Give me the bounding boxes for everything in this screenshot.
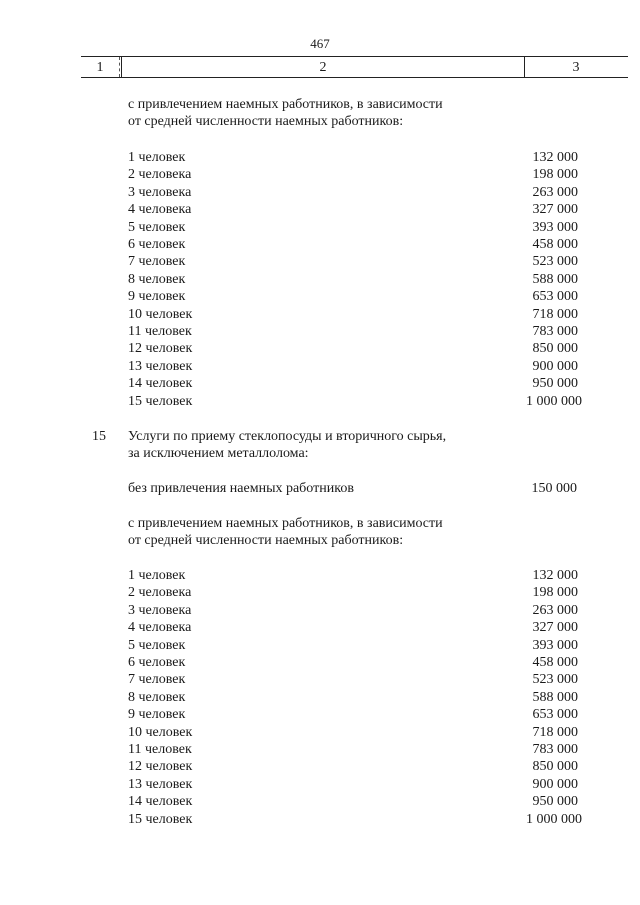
table-row [0, 288, 640, 305]
table-row [0, 567, 640, 584]
table-row [0, 689, 640, 706]
intro-text: с привлечением наемных работников, в зависимости [128, 516, 443, 531]
item-title: за исключением металлолома: [128, 446, 309, 461]
row-value: 783 000 [532, 742, 578, 757]
page-number: 467 [310, 36, 330, 51]
row-value: 458 000 [532, 655, 578, 670]
row-label: 10 человек [128, 306, 193, 322]
table-row [0, 393, 640, 410]
row-value: 393 000 [532, 637, 578, 653]
row-value: 327 000 [532, 620, 578, 636]
column-header-row [81, 56, 628, 78]
section-a-intro-line-2 [0, 113, 640, 130]
row-label: 11 человек [128, 742, 192, 757]
table-row [0, 201, 640, 218]
table-row [0, 236, 640, 253]
item-15-title-line-1 [0, 428, 640, 445]
row-value: 783 000 [532, 324, 578, 339]
row-label: 6 человек [128, 655, 186, 670]
item-number: 15 [92, 429, 106, 444]
row-value: 588 000 [532, 271, 578, 287]
row-label: 3 человека [128, 184, 192, 200]
row-label: 5 человек [128, 637, 186, 653]
row-label: 13 человек [128, 776, 193, 792]
table-row [0, 602, 640, 619]
table-row [0, 149, 640, 166]
row-label: 7 человек [128, 672, 186, 688]
row-label: 12 человек [128, 759, 193, 775]
table-row [0, 793, 640, 810]
row-label: 12 человек [128, 341, 193, 357]
row-value: 900 000 [532, 358, 578, 374]
table-row [0, 375, 640, 392]
column-header-1: 1 [81, 57, 119, 77]
row-label: 3 человека [128, 602, 192, 618]
table-row [0, 340, 640, 357]
table-row [0, 776, 640, 793]
row-value: 950 000 [532, 376, 578, 392]
row-label: 14 человек [128, 794, 193, 810]
intro-text: от средней численности наемных работников: [128, 533, 404, 548]
row-value: 393 000 [532, 219, 578, 235]
row-label: 9 человек [128, 289, 186, 305]
row-value: 523 000 [532, 672, 578, 688]
row-label: 7 человек [128, 254, 186, 270]
table-row [0, 671, 640, 688]
row-value: 327 000 [532, 202, 578, 218]
row-label: 9 человек [128, 707, 186, 723]
item-15-no-hired-row [0, 480, 640, 497]
row-label: 13 человек [128, 358, 193, 374]
row-label: 4 человека [128, 620, 192, 636]
table-row [0, 758, 640, 775]
intro-text: с привлечением наемных работников, в зависимости [128, 97, 443, 112]
item-15-title-line-2 [0, 445, 640, 462]
table-row [0, 306, 640, 323]
item-15-intro-line-2 [0, 532, 640, 549]
table-row [0, 706, 640, 723]
row-value: 1 000 000 [526, 393, 582, 409]
table-row [0, 741, 640, 758]
row-label: 5 человек [128, 219, 186, 235]
row-label: 1 человек [128, 150, 186, 165]
row-value: 263 000 [532, 602, 578, 618]
row-label: 8 человек [128, 271, 186, 287]
table-row [0, 654, 640, 671]
row-value: 198 000 [532, 585, 578, 601]
row-label: 1 человек [128, 568, 186, 583]
table-row [0, 219, 640, 236]
column-header-2: 2 [121, 57, 525, 77]
table-row [0, 811, 640, 828]
column-header-3: 3 [572, 60, 580, 75]
table-row [0, 166, 640, 183]
row-label: 11 человек [128, 324, 192, 339]
row-label: 10 человек [128, 724, 193, 740]
row-value: 1 000 000 [526, 811, 582, 827]
row-label: 4 человека [128, 202, 192, 218]
item-15-intro-line-1 [0, 515, 640, 532]
row-label: 2 человека [128, 167, 192, 183]
row-label: 15 человек [128, 393, 193, 409]
row-value: 523 000 [532, 254, 578, 270]
row-label: 8 человек [128, 689, 186, 705]
row-label: 2 человека [128, 585, 192, 601]
row-label: 14 человек [128, 376, 193, 392]
row-value: 458 000 [532, 237, 578, 252]
intro-text: от средней численности наемных работников: [128, 114, 404, 129]
row-label: 6 человек [128, 237, 186, 252]
row-value: 900 000 [532, 776, 578, 792]
row-label: 15 человек [128, 811, 193, 827]
row-value: 718 000 [532, 724, 578, 740]
row-value: 132 000 [532, 568, 578, 583]
row-value: 588 000 [532, 689, 578, 705]
table-row [0, 271, 640, 288]
table-row [0, 584, 640, 601]
row-value: 132 000 [532, 150, 578, 165]
no-hired-label: без привлечения наемных работников [128, 481, 354, 496]
row-value: 850 000 [532, 341, 578, 357]
row-value: 718 000 [532, 306, 578, 322]
table-row [0, 253, 640, 270]
row-value: 950 000 [532, 794, 578, 810]
table-row [0, 323, 640, 340]
table-row [0, 637, 640, 654]
row-value: 263 000 [532, 184, 578, 200]
row-value: 850 000 [532, 759, 578, 775]
table-row [0, 358, 640, 375]
item-title: Услуги по приему стеклопосуды и вторичного сырья, [128, 429, 447, 444]
table-row [0, 184, 640, 201]
table-row [0, 724, 640, 741]
no-hired-value: 150 000 [531, 481, 577, 496]
row-value: 653 000 [532, 289, 578, 305]
row-value: 198 000 [532, 167, 578, 183]
section-a-intro-line-1 [0, 96, 640, 113]
row-value: 653 000 [532, 707, 578, 723]
table-row [0, 619, 640, 636]
